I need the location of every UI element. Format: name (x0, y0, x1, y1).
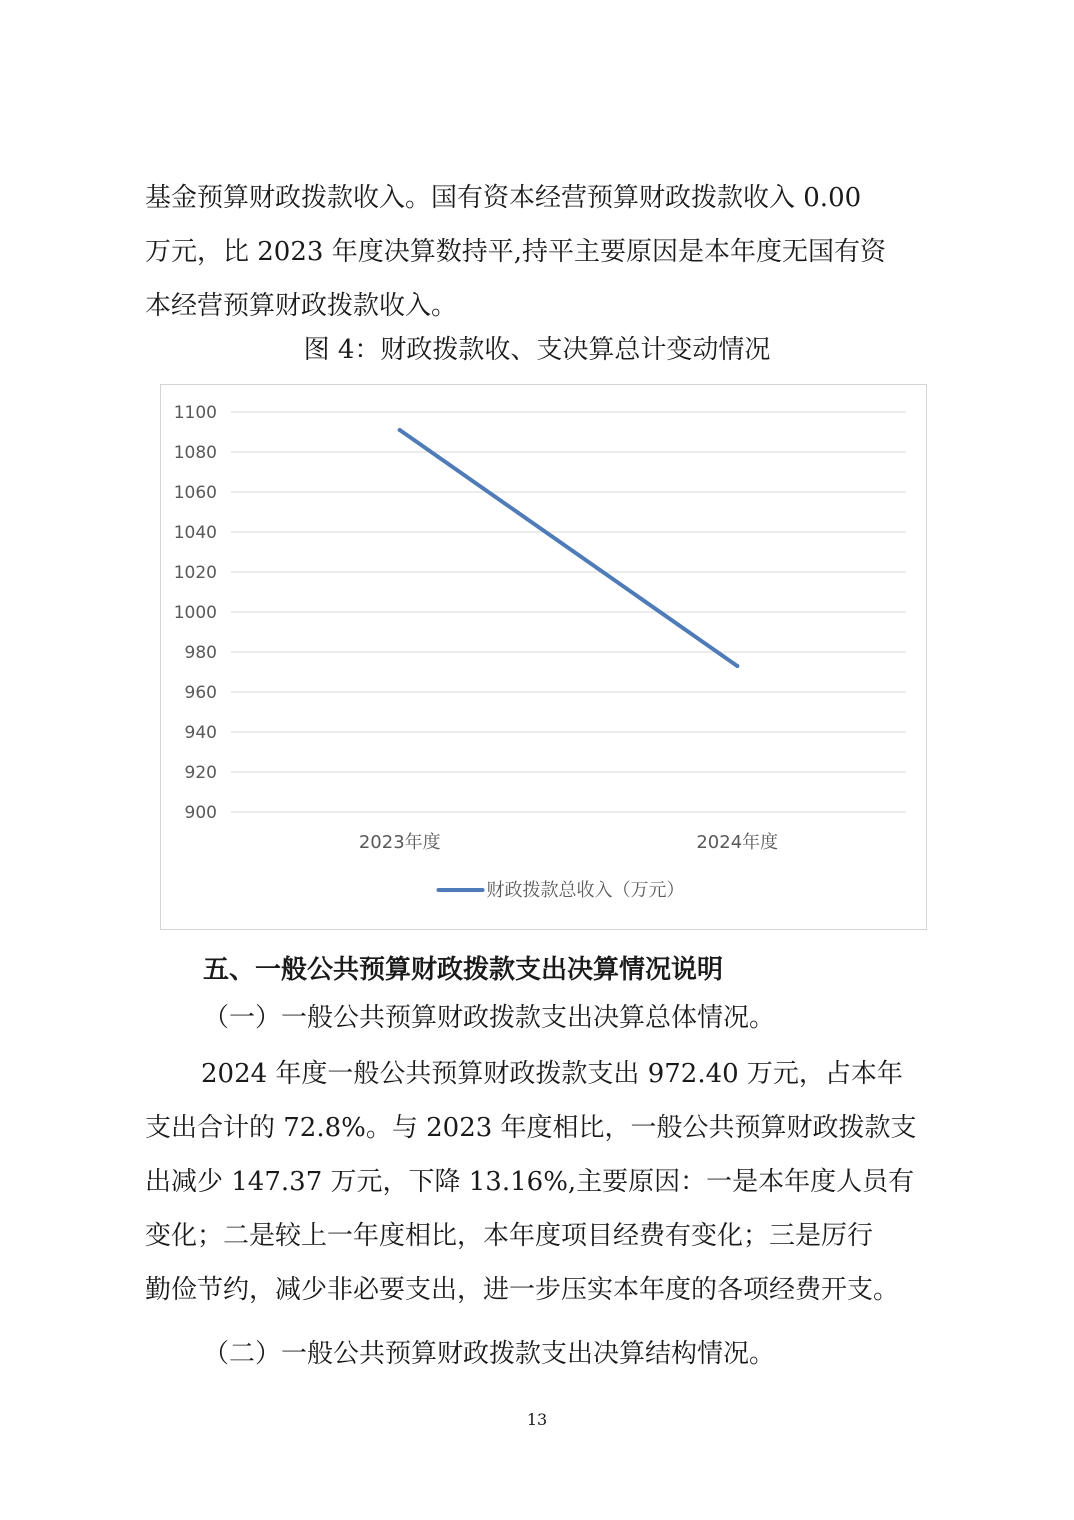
sub-heading-overall: （一）一般公共预算财政拨款支出决算总体情况。 (203, 1003, 776, 1033)
line-chart (160, 384, 927, 930)
text-line: 变化；二是较上一年度相比，本年度项目经费有变化；三是厉行 (145, 1221, 874, 1251)
y-tick-label: 1080 (173, 443, 217, 463)
data-point (735, 664, 739, 668)
y-tick-label: 940 (184, 723, 217, 743)
text-line: 本经营预算财政拨款收入。 (145, 291, 458, 321)
section-heading: 五、一般公共预算财政拨款支出决算情况说明 (203, 955, 724, 985)
x-category-label: 2024年度 (696, 832, 779, 853)
y-tick-label: 1000 (173, 603, 217, 623)
body-paragraph (145, 1047, 945, 1317)
page-number: 13 (526, 1410, 548, 1429)
y-tick-label: 900 (184, 803, 217, 823)
sub-heading-structure: （二）一般公共预算财政拨款支出决算结构情况。 (203, 1339, 776, 1369)
text-line: 基金预算财政拨款收入。国有资本经营预算财政拨款收入 0.00 (145, 183, 862, 213)
y-tick-label: 1100 (173, 403, 217, 423)
data-point (398, 428, 402, 432)
text-line: 勤俭节约，减少非必要支出，进一步压实本年度的各项经费开支。 (145, 1275, 900, 1305)
figure-caption: 图 4：财政拨款收、支决算总计变动情况 (303, 335, 771, 365)
y-tick-label: 1060 (173, 483, 217, 503)
y-tick-label: 960 (184, 683, 217, 703)
legend-label: 财政拨款总收入（万元） (486, 880, 685, 901)
text-line: 支出合计的 72.8%。与 2023 年度相比，一般公共预算财政拨款支 (145, 1113, 917, 1143)
text-line: 2024 年度一般公共预算财政拨款支出 972.40 万元，占本年 (201, 1059, 903, 1089)
series-line (400, 430, 738, 666)
x-category-label: 2023年度 (358, 832, 441, 853)
y-tick-label: 980 (184, 643, 217, 663)
intro-paragraph (145, 171, 945, 333)
text-line: 万元，比 2023 年度决算数持平,持平主要原因是本年度无国有资 (145, 237, 886, 267)
chart-canvas (161, 385, 928, 931)
y-tick-label: 1040 (173, 523, 217, 543)
y-tick-label: 1020 (173, 563, 217, 583)
text-line: 出减少 147.37 万元，下降 13.16%,主要原因：一是本年度人员有 (145, 1167, 915, 1197)
y-tick-label: 920 (184, 763, 217, 783)
